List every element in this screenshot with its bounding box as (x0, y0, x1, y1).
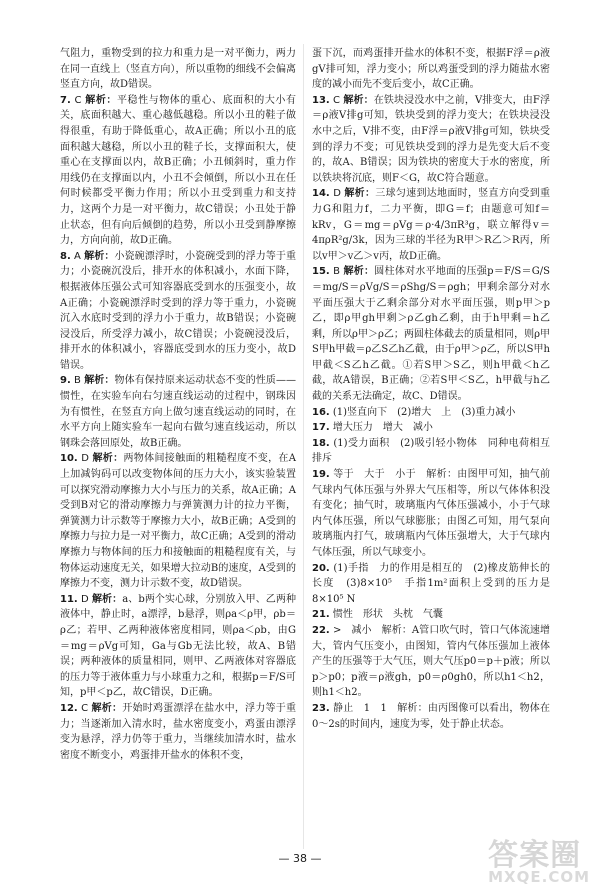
answer-item (312, 561, 550, 608)
answer-item (312, 405, 550, 421)
answer-item (60, 451, 296, 591)
analysis-label: 解析： (91, 702, 123, 714)
question-number: 8. (60, 250, 71, 262)
question-number: 22. (312, 624, 330, 636)
column-divider (303, 44, 304, 849)
answer-item (312, 701, 550, 732)
analysis-label: 解析： (344, 188, 376, 200)
answer-text: (1)手指 力的作用是相互的 (2)橡皮筋伸长的长度 (3)8×10⁵ 手指1m²面积上受到的压力是8×10⁵ N (312, 562, 550, 605)
answer-text: 静止 1 1 解析：由丙图像可以看出，物体在0～2s的时间内，速度为零，处于静止状态。 (312, 702, 550, 730)
answer-item (60, 701, 296, 763)
question-number: 9. (60, 375, 71, 387)
answer-item (312, 467, 550, 561)
answer-choice: A (74, 250, 81, 262)
watermark-logo (488, 830, 590, 886)
answer-text: 等于 大于 小于 解析：由图甲可知，抽气前气球内气体压强与外界大气压相等，所以气体体积没有变化；抽气时，玻璃瓶内气体压强减小，小于气球内气体压强，所以气球膨胀；由图乙可知，用气泵向玻璃瓶内打气，玻璃瓶内气体压强增大，大于气球内气体压强，所以气球变小。 (312, 469, 551, 558)
answer-text: > 减小 解析：A管口吹气时，管口气体流速增大，管内气压变小，由图知，管内气体压强加上液体产生的压强等于大气压，则大气压p0＝p＋p液；所以p＞p0；p液＝ρ液gh，p0＝ρ0gh0，所以h1＜h2，则h1＜h2。 (312, 624, 550, 699)
answer-text: (1)竖直向下 (2)增大 上 (3)重力减小 (332, 406, 516, 418)
answer-item (60, 46, 296, 93)
answer-item (60, 373, 296, 451)
question-number: 16. (312, 406, 330, 418)
answer-item (312, 420, 550, 436)
answer-item (60, 249, 296, 374)
answer-text: a、b两个实心球，分别放入甲、乙两种液体中，静止时，a漂浮，b悬浮，则ρa＜ρ甲，ρb＝ρ乙；若甲、乙两种液体密度相同，则ρa＜ρb，由G＝mg＝ρVg可知，Ga与Gb无法比较，故A、B错误；两种液体的质量相同，则甲、乙两液体对容器底的压力等于液体重力与小球重力之和，根据p＝F/S可知，p甲＜p乙，故C错误，D正确。 (60, 593, 296, 699)
answer-choice: C (333, 94, 341, 106)
question-number: 14. (312, 188, 330, 200)
answer-item (312, 46, 550, 93)
analysis-label: 解析： (84, 375, 115, 387)
page-number: — 38 — (278, 852, 322, 865)
answer-choice: C (81, 702, 89, 714)
answer-text: 小瓷碗漂浮时，小瓷碗受到的浮力等于重力；小瓷碗沉没后，排开水的体积减小，水面下降，根据液体压强公式可知容器底受到水的压强变小，故A正确；小瓷碗漂浮时受到的浮力等于重力，小瓷碗沉入水底时受到的浮力小于重力，故B错误；小瓷碗浸没后，所受浮力减小，故C错误；小瓷碗浸没后，排开水的体积减小，容器底受到水的压力变小，故D错误。 (60, 250, 297, 371)
left-column (60, 46, 296, 763)
answer-text: 平稳性与物体的重心、底面积的大小有关，底面积越大、重心越低越稳。所以小丑的鞋子做得很重，有助于降低重心，故A正确；所以小丑的底面积越大越稳，所以小丑的鞋子长，支撑面积大，使重心在支撑面以内，故B正确；小丑倾斜时，重力作用线仍在支撑面以内，小丑不会倾倒，所以小丑在任何时候都受平衡力作用；所以小丑受到重力和支持力，这两个力是一对平衡力，故C错误；小丑处于静止状态，但有向后倾倒的趋势，所以小丑受到静摩擦力，方向向前，故D正确。 (60, 94, 297, 247)
watermark-main: 答案圈 (488, 838, 582, 873)
answer-text: 三球匀速到达地面时，竖直方向受到重力G和阻力f，二力平衡，即G＝f；由题意可知f＝kRv，G＝mg＝ρVg＝ρ·4/3πR³g，联立解得v＝4πρR²g/3k，因为三球的半径为R甲＞R乙＞R丙，所以v甲＞v乙＞v丙，故D正确。 (312, 188, 551, 262)
watermark-sub: MXQE.COM (488, 868, 590, 886)
answer-item (312, 186, 550, 264)
question-number: 13. (312, 94, 330, 106)
question-number: 12. (60, 702, 78, 714)
answer-text: 开始时鸡蛋漂浮在盐水中，浮力等于重力；当逐渐加入清水时，盐水密度变小，鸡蛋由漂浮变为悬浮，浮力仍等于重力，当继续加清水时，盐水密度不断变小，鸡蛋排开盐水的体积不变， (60, 702, 296, 761)
answer-item (312, 264, 550, 404)
answer-item (60, 592, 296, 701)
analysis-label: 解析： (343, 266, 375, 278)
answer-text: 物体有保持原来运动状态不变的性质——惯性，在实验车向右匀速直线运动的过程中，钢珠因为有惯性，在竖直方向上做匀速直线运动的同时，在水平方向上随实验车一起向右做匀速直线运动，所以钢珠会落回原处，故B正确。 (60, 375, 297, 449)
answer-choice: D (80, 593, 89, 605)
answer-text: 圆柱体对水平地面的压强p＝F/S＝G/S＝mg/S＝ρVg/S＝ρShg/S＝ρgh；甲剩余部分对水平面压强大于乙剩余部分对水平面压强，则p甲＞p乙，即ρ甲gh甲剩＞ρ乙gh乙剩，由于h甲剩＝h乙剩，所以ρ甲＞ρ乙；两圆柱体截去的质量相同，则ρ甲S甲h甲截＝ρ乙S乙h乙截，由于ρ甲＞ρ乙，所以S甲h甲截＜S乙h乙截。①若S甲＞S乙，则h甲截＜h乙截，故A错误，B正确；②若S甲＜S乙，h甲截与h乙截的关系无法确定，故C、D错误。 (312, 266, 551, 403)
analysis-label: 解析： (84, 250, 115, 262)
answer-choice: D (81, 453, 89, 465)
question-number: 11. (60, 593, 78, 605)
answer-text: 气阻力，重物受到的拉力和重力是一对平衡力，两力在同一直线上（竖直方向），所以重物的细线不会偏离竖直方向，故D错误。 (60, 48, 296, 91)
answer-item (312, 436, 550, 467)
right-column (312, 46, 550, 732)
question-number: 21. (312, 609, 330, 621)
answer-choice: B (74, 375, 81, 387)
question-number: 17. (312, 422, 330, 434)
answer-text: 惯性 形状 头枕 气囊 (332, 609, 443, 621)
answer-text: 在铁块浸没水中之前，V排变大，由F浮＝ρ液V排g可知，铁块受到的浮力变大；在铁块浸没水中之后，V排不变，由F浮＝ρ液V排g可知，铁块受到的浮力不变；可见铁块受到的浮力是先变大后不变的，故A、B错误；因为铁块的密度大于水的密度，所以铁块将沉底，则F＜G，故C符合题意。 (312, 94, 550, 184)
question-number: 18. (312, 437, 330, 449)
question-number: 7. (60, 94, 71, 106)
answer-choice: B (333, 266, 341, 278)
answer-text: 增大压力 增大 减小 (332, 422, 433, 434)
answer-item (60, 93, 296, 249)
question-number: 10. (60, 453, 78, 465)
question-number: 15. (312, 266, 330, 278)
question-number: 20. (312, 562, 330, 574)
analysis-label: 解析： (91, 593, 123, 605)
answer-choice: D (333, 188, 341, 200)
question-number: 23. (312, 702, 330, 714)
analysis-label: 解析： (85, 94, 117, 106)
answer-item (312, 623, 550, 701)
answer-text: 蛋下沉，而鸡蛋排开盐水的体积不变，根据F浮＝ρ液gV排可知，浮力变小；所以鸡蛋受到的浮力随盐水密度的减小而先不变后变小，故C正确。 (312, 48, 550, 91)
answer-text: (1)受力面积 (2)吸引轻小物体 同种电荷相互排斥 (312, 437, 550, 465)
answer-item (312, 607, 550, 623)
analysis-label: 解析： (343, 94, 374, 106)
answer-text: 两物体间接触面的粗糙程度不变，在A上加减钩码可以改变物体间的压力大小，该实验装置可以探究滑动摩擦力大小与压力的关系，故A正确；A受到B对它的滑动摩擦力与弹簧测力计的拉力平衡，弹簧测力计示数等于摩擦力大小，故B正确；A受到的摩擦力与拉力是一对平衡力，故C正确；A受到的滑动摩擦力与物体间的压力和接触面的粗糙程度有关，与物体运动速度无关，如果增大拉动B的速度，A受到的摩擦力不变，测力计示数不变，故D错误。 (60, 453, 296, 590)
answer-choice: C (74, 94, 82, 106)
answer-item (312, 93, 550, 187)
question-number: 19. (312, 469, 330, 481)
analysis-label: 解析： (92, 453, 124, 465)
